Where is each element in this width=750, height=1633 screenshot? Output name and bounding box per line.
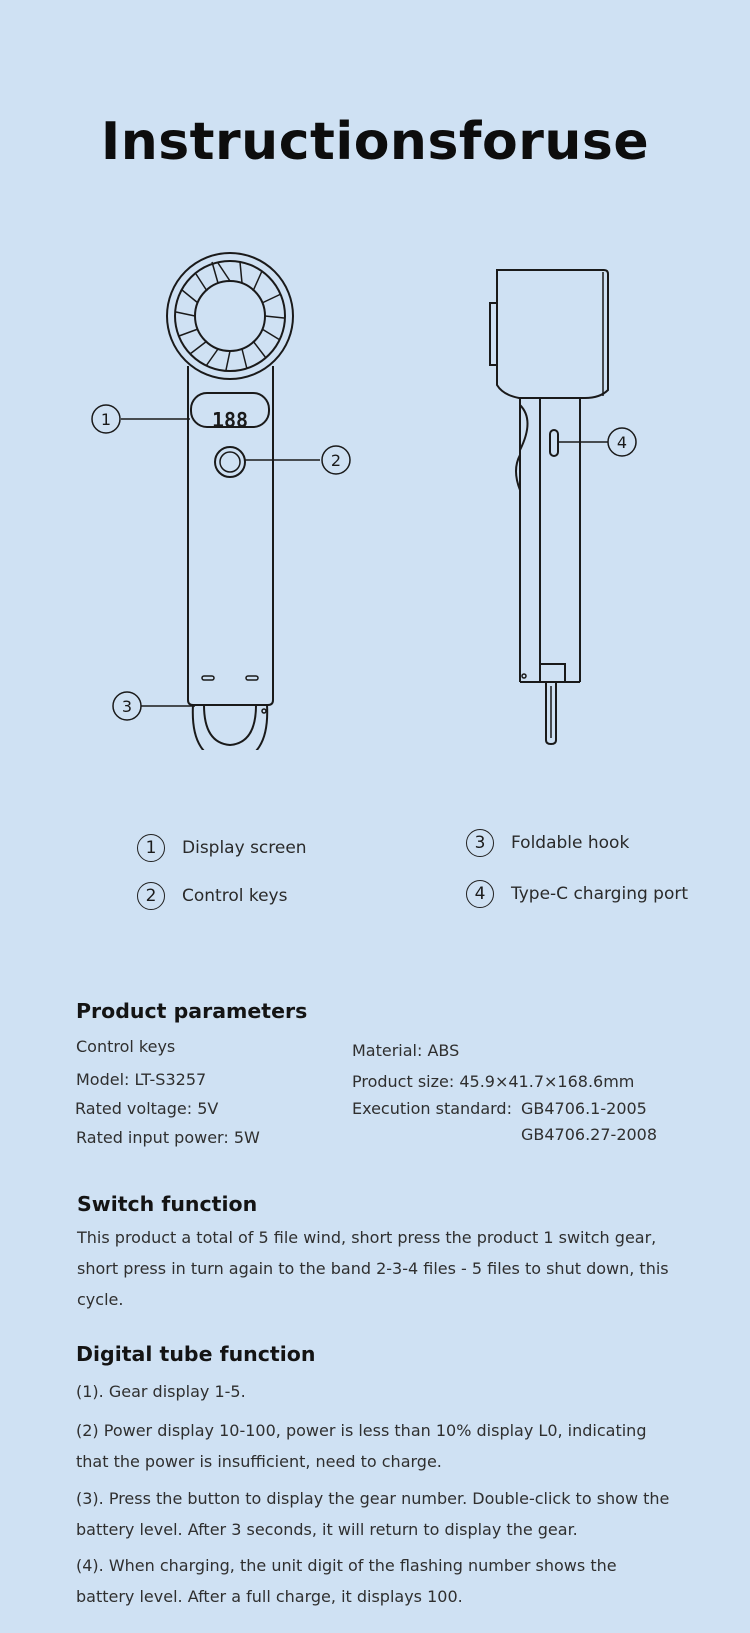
digital-item-1: (1). Gear display 1-5.	[76, 1382, 246, 1401]
legend-item-foldable-hook	[466, 829, 629, 857]
page-title: Instructionsforuse	[100, 112, 650, 172]
legend-item-display-screen	[137, 834, 307, 862]
param-standard-1: GB4706.1-2005	[521, 1099, 647, 1118]
switch-function-text: This product a total of 5 file wind, short press the product 1 switch gear, short press in turn again to the band 2-3-4 files - 5 files to shut down, this cycle.	[77, 1228, 669, 1309]
digital-item-2: (2) Power display 10-100, power is less than 10% display L0, indicating that the power is insufficient, need to charge.	[76, 1421, 647, 1471]
callout-label-1: 1	[100, 410, 112, 429]
legend-number: 3	[466, 829, 494, 857]
param-standard-2: GB4706.27-2008	[521, 1125, 658, 1144]
legend-number: 4	[466, 880, 494, 908]
legend-label: Control keys	[182, 886, 288, 906]
legend-item-type-c-port	[466, 880, 688, 908]
legend-label: Type-C charging port	[511, 884, 689, 904]
param-rated-input-power: Rated input power: 5W	[76, 1128, 260, 1147]
legend-label: Display screen	[182, 838, 307, 858]
legend-item-control-keys	[137, 882, 287, 910]
callout-label-4: 4	[616, 433, 628, 452]
legend-number: 2	[137, 882, 165, 910]
product-diagram	[0, 240, 750, 750]
control-key	[215, 447, 245, 477]
switch-function-title: Switch function	[77, 1192, 258, 1216]
param-model: Model: LT-S3257	[76, 1070, 207, 1089]
param-material: Material: ABS	[352, 1041, 460, 1060]
digital-tube-title: Digital tube function	[76, 1342, 316, 1366]
callout-label-3: 3	[121, 697, 133, 716]
fan-head-side	[497, 270, 608, 398]
param-control-keys: Control keys	[76, 1037, 176, 1056]
fan-head-front	[167, 253, 293, 379]
product-parameters-title: Product parameters	[76, 999, 308, 1023]
type-c-port	[550, 430, 558, 456]
param-execution-standard-label: Execution standard:	[352, 1099, 512, 1118]
digital-item-3: (3). Press the button to display the gear number. Double-click to show the battery level. After 3 seconds, it will return to display the gear.	[76, 1489, 670, 1539]
param-rated-voltage: Rated voltage: 5V	[75, 1099, 219, 1118]
callout-label-2: 2	[330, 451, 342, 470]
digital-item-4: (4). When charging, the unit digit of the flashing number shows the battery level. After a full charge, it displays 100.	[76, 1556, 617, 1606]
legend-number: 1	[137, 834, 165, 862]
hook-slots	[202, 676, 258, 680]
legend-label: Foldable hook	[511, 833, 630, 853]
display-digits: 188	[211, 408, 249, 432]
param-product-size: Product size: 45.9×41.7×168.6mm	[352, 1072, 635, 1091]
